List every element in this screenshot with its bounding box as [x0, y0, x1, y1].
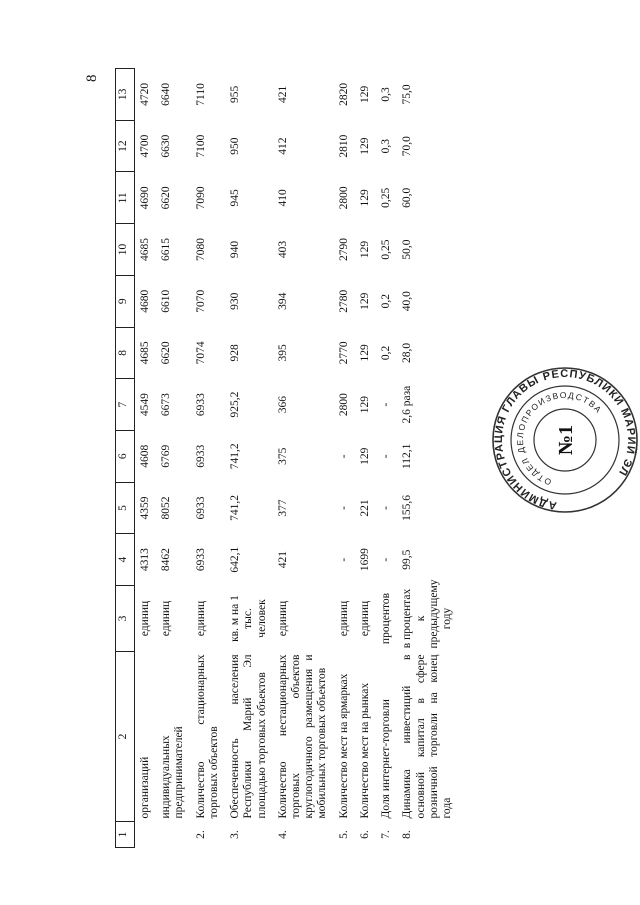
- value-cell: 75,0: [401, 84, 414, 105]
- seal-outer-text: АДМИНИСТРАЦИЯ ГЛАВЫ РЕСПУБЛИКИ МАРИЙ ЭЛ: [492, 367, 638, 512]
- header-cell: 13: [116, 69, 135, 121]
- value-cell: 7074: [194, 341, 207, 365]
- value-cell: 412: [276, 137, 289, 155]
- header-cell: 1: [116, 822, 135, 848]
- value-cell: 394: [276, 292, 289, 310]
- value-cell: 6630: [160, 134, 173, 158]
- row-number: 5.: [337, 830, 350, 839]
- value-cell: 129: [358, 395, 371, 414]
- indicator-name: Обеспеченность населения Республики Марий Эл площадью торговых объектов: [229, 654, 268, 819]
- indicator-name: Количество нестационарных торговых объектов круглогодичного размещения и мобильных торговых объектов: [276, 654, 329, 819]
- value-cell: -: [380, 454, 393, 459]
- value-cell: 0,3: [380, 87, 393, 102]
- indicator-name: индивидуальных предпринимателей: [160, 726, 186, 819]
- value-cell: 221: [358, 499, 371, 517]
- unit-cell: кв. м на 1 тыс. человек: [229, 595, 268, 642]
- value-cell: 377: [276, 499, 289, 517]
- indicator-name: Динамика инвестиций в основной капитал в сфере розничной торговли на конец года: [401, 654, 453, 819]
- indicators-table: [115, 68, 458, 848]
- seal-inner-text: ОТДЕЛ ДЕЛОПРОИЗВОДСТВА: [514, 389, 605, 488]
- table-body: [116, 69, 459, 848]
- table-row: [397, 69, 458, 848]
- value-cell: 1699: [358, 548, 371, 572]
- value-cell: 7100: [194, 134, 207, 158]
- value-cell: 129: [358, 344, 371, 362]
- value-cell: 6640: [160, 82, 173, 106]
- value-cell: 7070: [194, 289, 207, 313]
- value-cell: 6610: [160, 289, 173, 313]
- header-cell: 6: [116, 430, 135, 482]
- value-cell: 0,2: [380, 294, 393, 309]
- value-cell: 421: [276, 85, 289, 104]
- value-cell: 6620: [160, 186, 173, 210]
- header-cell: 9: [116, 275, 135, 327]
- table-row: [225, 69, 273, 848]
- value-cell: 40,0: [401, 291, 414, 312]
- value-cell: 2820: [337, 82, 350, 106]
- row-number: 8.: [401, 830, 414, 839]
- value-cell: 950: [229, 137, 242, 155]
- value-cell: 2770: [337, 341, 350, 365]
- value-cell: 4720: [139, 82, 151, 106]
- value-cell: 7080: [194, 238, 207, 262]
- value-cell: 4549: [139, 393, 151, 417]
- table-row: [156, 69, 190, 848]
- unit-cell: единиц: [139, 600, 151, 637]
- value-cell: 6769: [160, 444, 173, 468]
- value-cell: 2790: [337, 238, 350, 262]
- value-cell: 4608: [139, 444, 151, 468]
- header-cell: 3: [116, 586, 135, 652]
- value-cell: 741,2: [229, 495, 242, 521]
- row-number: 6.: [358, 830, 371, 839]
- value-cell: 741,2: [229, 443, 242, 470]
- value-cell: 6933: [194, 393, 207, 417]
- value-cell: 395: [276, 344, 289, 362]
- value-cell: 70,0: [401, 136, 414, 157]
- value-cell: 930: [229, 292, 242, 310]
- header-cell: 12: [116, 120, 135, 172]
- value-cell: 6615: [160, 238, 173, 262]
- header-cell: 7: [116, 379, 135, 431]
- seal-center-number: №1: [555, 424, 577, 456]
- value-cell: 6673: [160, 393, 173, 417]
- value-cell: 2800: [337, 186, 350, 210]
- value-cell: 129: [358, 447, 371, 465]
- rotated-table-container: [115, 68, 458, 848]
- value-cell: 4313: [139, 548, 151, 572]
- row-number: [135, 822, 157, 848]
- value-cell: 99,5: [401, 549, 414, 570]
- header-cell: 4: [116, 534, 135, 586]
- value-cell: 129: [358, 85, 371, 104]
- value-cell: 0,25: [380, 239, 393, 260]
- value-cell: 112,1: [401, 443, 414, 470]
- value-cell: 60,0: [401, 187, 414, 208]
- unit-cell: единиц: [160, 600, 173, 637]
- value-cell: 2800: [337, 393, 350, 417]
- row-number: 3.: [229, 830, 242, 839]
- unit-cell: единиц: [276, 600, 289, 637]
- value-cell: 421: [276, 551, 289, 569]
- value-cell: 928: [229, 344, 242, 362]
- value-cell: -: [337, 506, 350, 510]
- value-cell: 410: [276, 189, 289, 207]
- row-number: 7.: [380, 830, 393, 839]
- value-cell: 129: [358, 240, 371, 259]
- page-number: 8: [84, 74, 100, 82]
- value-cell: 8462: [160, 548, 173, 572]
- value-cell: 4700: [139, 134, 151, 158]
- value-cell: 375: [276, 447, 289, 465]
- value-cell: 2810: [337, 134, 350, 158]
- value-cell: 129: [358, 137, 371, 155]
- value-cell: 6620: [160, 341, 173, 365]
- value-cell: 2780: [337, 289, 350, 313]
- value-cell: 4685: [139, 341, 151, 365]
- table-row: [355, 69, 376, 848]
- value-cell: 4690: [139, 186, 151, 210]
- value-cell: 366: [276, 395, 289, 414]
- value-cell: 129: [358, 292, 371, 310]
- value-cell: 50,0: [401, 239, 414, 260]
- unit-cell: в процентах к предыдущему году: [401, 579, 453, 649]
- table-row: [135, 69, 157, 848]
- header-cell: 11: [116, 172, 135, 224]
- table-row: [191, 69, 225, 848]
- row-number: 4.: [276, 830, 289, 839]
- unit-cell: единиц: [194, 600, 207, 637]
- header-cell: 2: [116, 652, 135, 822]
- value-cell: 7110: [194, 83, 207, 106]
- unit-cell: процентов: [380, 592, 393, 645]
- value-cell: 8052: [160, 496, 173, 520]
- official-seal: [490, 365, 640, 515]
- header-row: [116, 69, 135, 848]
- value-cell: -: [380, 402, 393, 407]
- value-cell: 955: [229, 85, 242, 104]
- value-cell: -: [337, 557, 350, 562]
- value-cell: 129: [358, 189, 371, 207]
- value-cell: 403: [276, 240, 289, 259]
- row-number: [156, 822, 190, 848]
- header-cell: 10: [116, 224, 135, 276]
- value-cell: 4680: [139, 289, 151, 313]
- value-cell: 4359: [139, 496, 151, 520]
- value-cell: 0,25: [380, 187, 393, 208]
- value-cell: 6933: [194, 548, 207, 572]
- value-cell: 2,6 раза: [401, 385, 414, 424]
- value-cell: -: [337, 454, 350, 459]
- table-row: [334, 69, 355, 848]
- unit-cell: единиц: [358, 600, 371, 637]
- row-number: 2.: [194, 830, 207, 839]
- indicator-name: Количество мест на рынках: [358, 682, 371, 819]
- value-cell: 945: [229, 189, 242, 207]
- value-cell: 940: [229, 240, 242, 259]
- value-cell: 4685: [139, 238, 151, 262]
- header-cell: 5: [116, 482, 135, 534]
- value-cell: 642,1: [229, 546, 242, 573]
- value-cell: 7090: [194, 186, 207, 210]
- indicator-name: Количество мест на ярмарках: [337, 673, 350, 819]
- header-cell: 8: [116, 327, 135, 379]
- value-cell: 28,0: [401, 342, 414, 363]
- table-row: [376, 69, 397, 848]
- unit-cell: единиц: [337, 600, 350, 637]
- value-cell: -: [380, 557, 393, 562]
- value-cell: 155,6: [401, 495, 414, 521]
- value-cell: 6933: [194, 444, 207, 468]
- value-cell: 6933: [194, 496, 207, 520]
- value-cell: -: [380, 506, 393, 510]
- table-row: [273, 69, 334, 848]
- value-cell: 0,3: [380, 138, 393, 154]
- value-cell: 0,2: [380, 345, 393, 361]
- indicator-name: организаций: [139, 756, 151, 819]
- indicator-name: Количество стационарных торговых объектов: [194, 654, 220, 819]
- indicator-name: Доля интернет-торговли: [380, 699, 393, 819]
- value-cell: 925,2: [229, 391, 242, 418]
